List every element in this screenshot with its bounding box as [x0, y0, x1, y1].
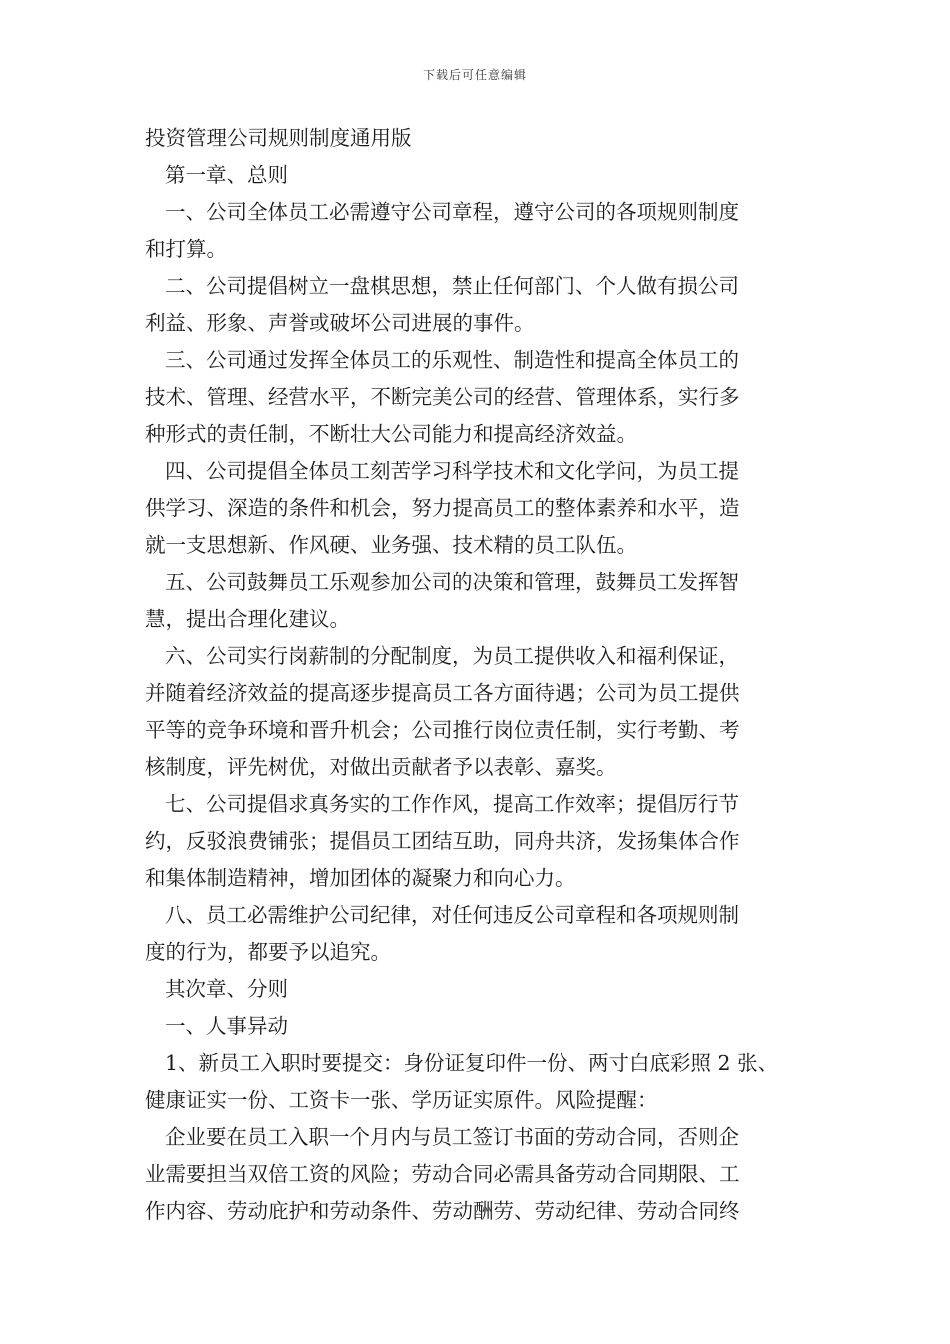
text-line: 一、人事异动 — [165, 1014, 288, 1038]
text-line: 就一支思想新、作风硬、业务强、技术精的员工队伍。 — [145, 533, 637, 557]
text-line: 供学习、深造的条件和机会，努力提高员工的整体素养和水平，造 — [145, 496, 740, 520]
text-line: 七、公司提倡求真务实的工作作风，提高工作效率；提倡厉行节 — [165, 792, 739, 816]
header-note: 下载后可任意编辑 — [422, 68, 527, 82]
text-line: 核制度，评先树优，对做出贡献者予以表彰、嘉奖。 — [145, 755, 617, 779]
text-line: 约，反驳浪费铺张；提倡员工团结互助，同舟共济，发扬集体合作 — [145, 829, 740, 853]
text-line: 三、公司通过发挥全体员工的乐观性、制造性和提高全体员工的 — [165, 348, 739, 372]
text-line: 平等的竞争环境和晋升机会；公司推行岗位责任制，实行考勤、考 — [145, 718, 740, 742]
document-title: 投资管理公司规则制度通用版 — [145, 126, 412, 150]
text-line: 八、员工必需维护公司纪律，对任何违反公司章程和各项规则制 — [165, 903, 739, 927]
text-line: 二、公司提倡树立一盘棋思想，禁止任何部门、个人做有损公司 — [165, 274, 739, 298]
text-line: 和集体制造精神，增加团体的凝聚力和向心力。 — [145, 866, 576, 890]
text-line: 第一章、总则 — [165, 163, 288, 187]
text-line: 业需要担当双倍工资的风险；劳动合同必需具备劳动合同期限、工 — [145, 1162, 740, 1186]
document-body — [145, 120, 813, 1230]
text-line: 六、公司实行岗薪制的分配制度，为员工提供收入和福利保证， — [165, 644, 739, 668]
text-line: 健康证实一份、工资卡一张、学历证实原件。风险提醒： — [145, 1088, 658, 1112]
text-line: 和打算。 — [145, 237, 227, 261]
text-line: 利益、形象、声誉或破坏公司进展的事件。 — [145, 311, 535, 335]
text-line: 技术、管理、经营水平，不断完美公司的经营、管理体系，实行多 — [145, 385, 740, 409]
text-line: 其次章、分则 — [165, 977, 288, 1001]
text-line: 作内容、劳动庇护和劳动条件、劳动酬劳、劳动纪律、劳动合同终 — [145, 1199, 740, 1223]
text-line: 四、公司提倡全体员工刻苦学习科学技术和文化学问，为员工提 — [165, 459, 739, 483]
text-line: 一、公司全体员工必需遵守公司章程，遵守公司的各项规则制度 — [165, 200, 739, 224]
text-line: 慧，提出合理化建议。 — [145, 607, 350, 631]
text-line: 并随着经济效益的提高逐步提高员工各方面待遇；公司为员工提供 — [145, 681, 740, 705]
text-line: 度的行为，都要予以追究。 — [145, 940, 391, 964]
text-line: 1、新员工入职时要提交：身份证复印件一份、两寸白底彩照 2 张、 — [165, 1051, 779, 1075]
text-line: 企业要在员工入职一个月内与员工签订书面的劳动合同，否则企 — [165, 1125, 739, 1149]
text-line: 五、公司鼓舞员工乐观参加公司的决策和管理，鼓舞员工发挥智 — [165, 570, 739, 594]
text-line: 种形式的责任制，不断壮大公司能力和提高经济效益。 — [145, 422, 637, 446]
